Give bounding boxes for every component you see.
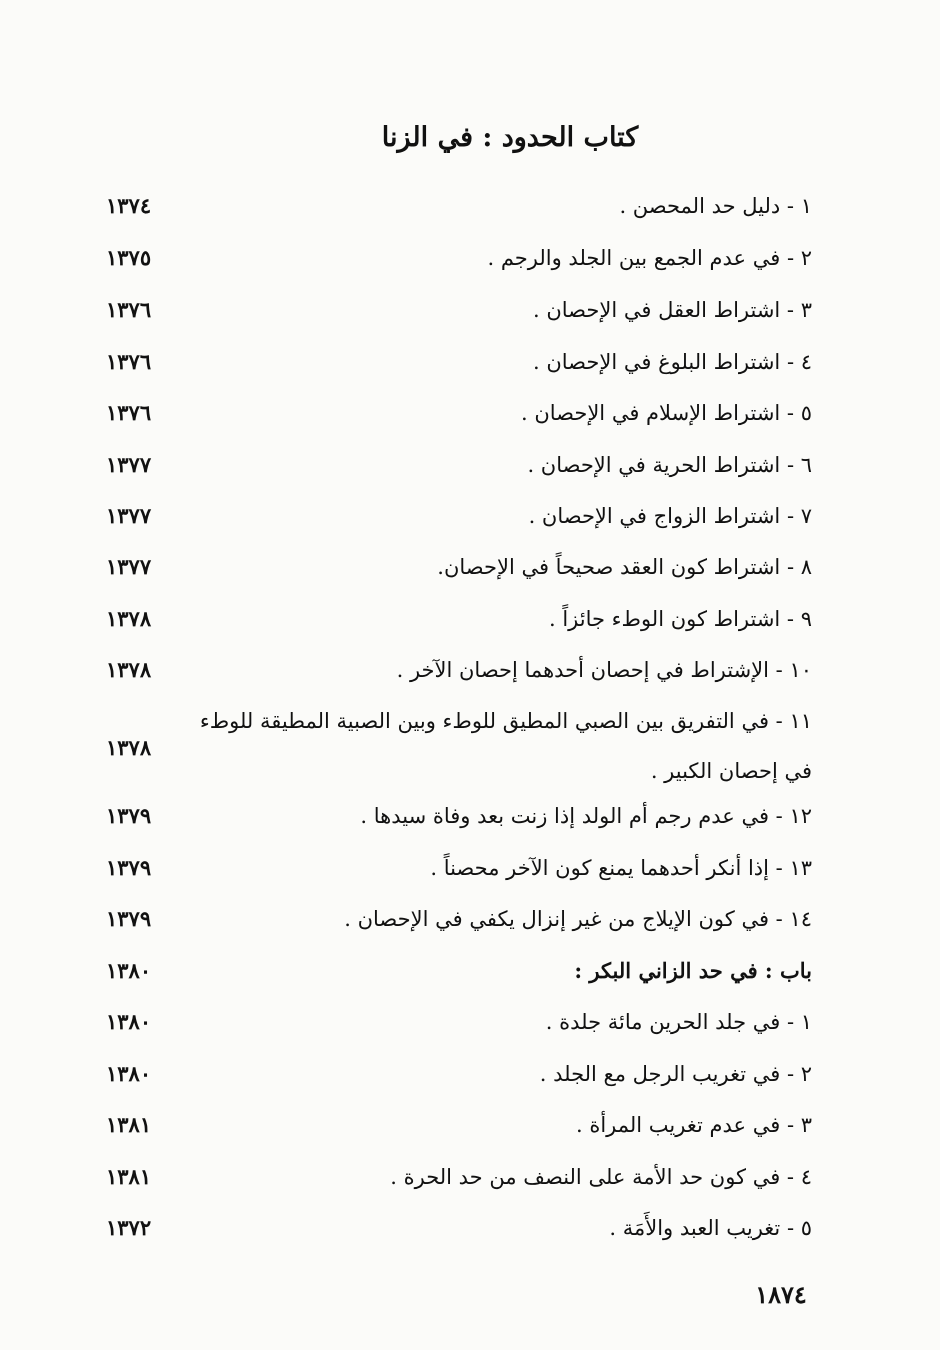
entry-text: ٤ - اشتراط البلوغ في الإحصان . xyxy=(533,350,812,374)
entry-page-number: ١٣٧٢ xyxy=(106,1215,152,1240)
entry-page-number: ١٣٧٨ xyxy=(106,657,152,682)
entry-page-number: ١٣٧٩ xyxy=(106,906,152,931)
entry-text: ١٢ - في عدم رجم أم الولد إذا زنت بعد وفاة سيدها . xyxy=(360,804,812,828)
toc-entry xyxy=(100,593,812,645)
toc-entry xyxy=(100,696,812,796)
entry-text: ١٤ - في كون الإيلاج من غير إنزال يكفي في الإحصان . xyxy=(344,907,812,931)
entry-page-number: ١٣٨١ xyxy=(106,1112,152,1137)
entry-page-number: ١٣٧٨ xyxy=(106,735,152,760)
toc-entry xyxy=(100,1099,812,1151)
toc-entry xyxy=(100,439,812,491)
toc-entry xyxy=(100,490,812,542)
entry-text: ١١ - في التفريق بين الصبي المطيق للوطء وبين الصبية المطيقة للوطء في إحصان الكبير . xyxy=(199,709,812,783)
toc-entry xyxy=(100,1151,812,1203)
toc-entry xyxy=(100,232,812,284)
toc-entry xyxy=(100,790,812,842)
entry-text: ١ - دليل حد المحصن . xyxy=(619,194,812,218)
toc-entry xyxy=(100,996,812,1048)
entry-text: ٣ - في عدم تغريب المرأة . xyxy=(575,1113,812,1137)
entry-text: ١٣ - إذا أنكر أحدهما يمنع كون الآخر محصناً . xyxy=(430,856,812,880)
toc-entry xyxy=(100,842,812,894)
entry-text: ٦ - اشتراط الحرية في الإحصان . xyxy=(527,453,812,477)
entry-text: ١٠ - الإشتراط في إحصان أحدهما إحصان الآخر . xyxy=(396,658,812,682)
entry-text: ٤ - في كون حد الأمة على النصف من حد الحرة . xyxy=(390,1165,812,1189)
entry-page-number: ١٣٧٦ xyxy=(106,400,152,425)
entry-text: ٧ - اشتراط الزواج في الإحصان . xyxy=(528,504,812,528)
entry-page-number: ١٣٨٠ xyxy=(106,1061,152,1086)
chapter-title: كتاب الحدود : في الزنا xyxy=(381,122,639,153)
entry-text: ٢ - في تغريب الرجل مع الجلد . xyxy=(539,1062,812,1086)
toc-entry xyxy=(100,284,812,336)
toc-entry xyxy=(100,541,812,593)
toc-entry xyxy=(100,644,812,696)
entry-page-number: ١٣٧٧ xyxy=(106,452,152,477)
footer-page-number: ١٨٧٤ xyxy=(755,1280,807,1309)
entry-page-number: ١٣٨١ xyxy=(106,1164,152,1189)
entry-page-number: ١٣٧٥ xyxy=(106,245,152,270)
entry-page-number: ١٣٧٩ xyxy=(106,803,152,828)
entry-text: ٩ - اشتراط كون الوطء جائزاً . xyxy=(548,607,812,631)
entry-text: ٨ - اشتراط كون العقد صحيحاً في الإحصان. xyxy=(437,555,812,579)
section-heading-text: باب : في حد الزاني البكر : xyxy=(574,958,812,983)
entry-page-number: ١٣٧٧ xyxy=(106,554,152,579)
entry-text: ٥ - اشتراط الإسلام في الإحصان . xyxy=(520,401,812,425)
toc-entry xyxy=(100,387,812,439)
entry-page-number: ١٣٧٨ xyxy=(106,606,152,631)
entry-page-number: ١٣٧٦ xyxy=(106,297,152,322)
toc-entry xyxy=(100,180,812,232)
entry-text: ٢ - في عدم الجمع بين الجلد والرجم . xyxy=(487,246,812,270)
entry-text: ١ - في جلد الحرين مائة جلدة . xyxy=(545,1010,812,1034)
entry-text: ٣ - اشتراط العقل في الإحصان . xyxy=(533,298,812,322)
toc-entry xyxy=(100,1048,812,1100)
entry-page-number: ١٣٧٩ xyxy=(106,855,152,880)
toc-section-heading xyxy=(100,945,812,997)
entry-page-number: ١٣٨٠ xyxy=(106,1009,152,1034)
entry-page-number: ١٣٧٦ xyxy=(106,349,152,374)
entry-text: ٥ - تغريب العبد والأَمَة . xyxy=(609,1216,812,1240)
toc-entry xyxy=(100,1202,812,1254)
entry-page-number: ١٣٧٤ xyxy=(106,193,152,218)
toc-entry xyxy=(100,336,812,388)
entry-page-number: ١٣٧٧ xyxy=(106,503,152,528)
toc-entry xyxy=(100,893,812,945)
entry-page-number: ١٣٨٠ xyxy=(106,958,152,983)
